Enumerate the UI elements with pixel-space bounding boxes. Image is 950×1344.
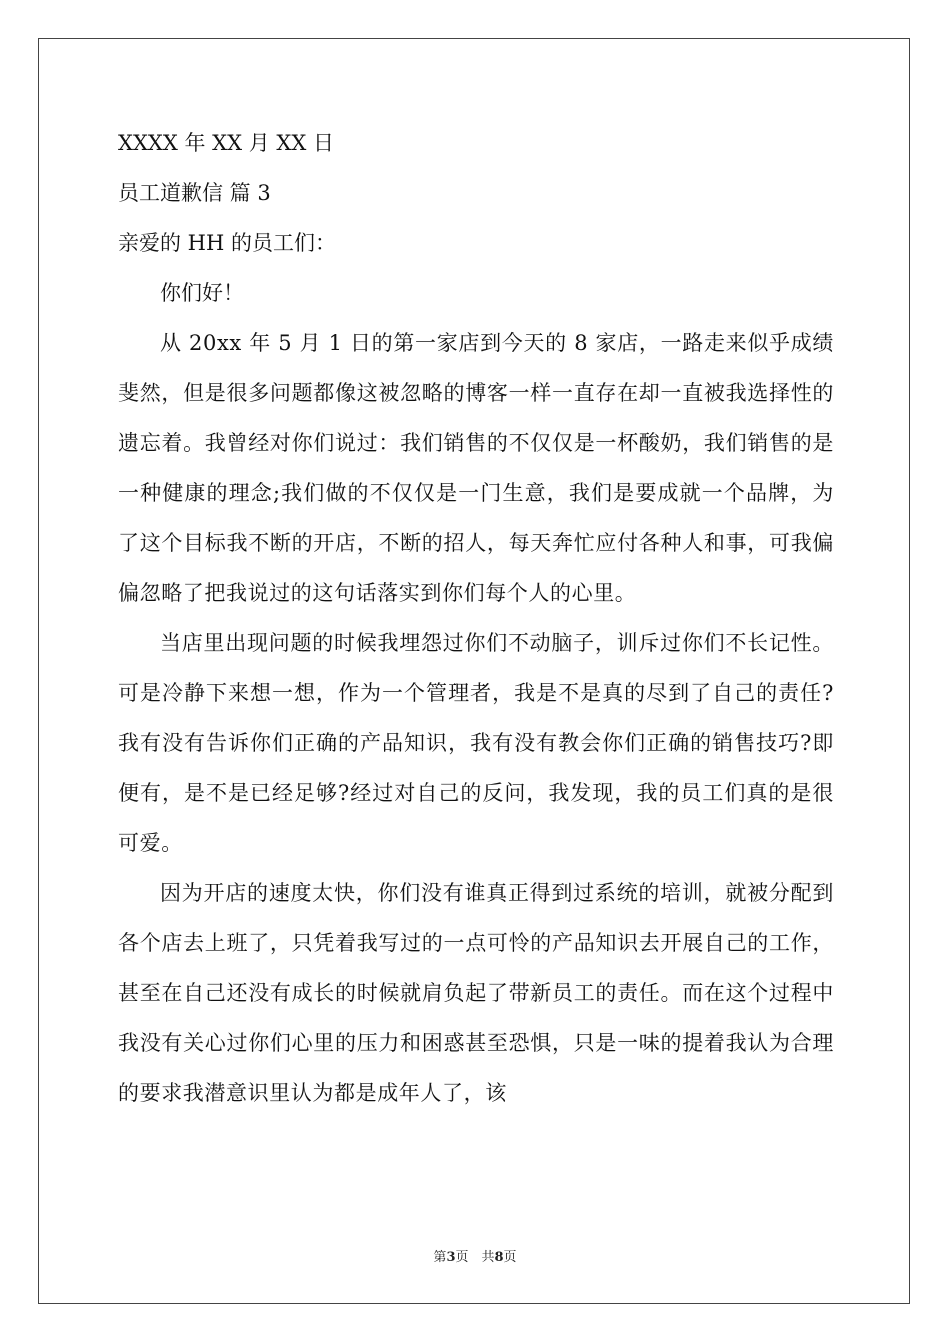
document-title: 员工道歉信 篇 3 — [118, 181, 271, 205]
footer-mid: 页 共 — [455, 1250, 495, 1265]
date-line: XXXX 年 XX 月 XX 日 — [118, 131, 334, 155]
footer-current-page: 3 — [446, 1250, 456, 1265]
paragraph-1: 从 20xx 年 5 月 1 日的第一家店到今天的 8 家店，一路走来似乎成绩斐然，但是很多问题都像这被忽略的博客一样一直存在却一直被我选择性的遗忘着。我曾经对你们说过：我们销售的不仅仅是一杯酸奶，我们销售的是一种健康的理念;我们做的不仅仅是一门生意，我们是要成就一个品牌，为了这个目标我不断的开店，不断的招人，每天奔忙应付各种人和事，可我偏偏忽略了把我说过的这句话落实到你们每个人的心里。 — [118, 331, 834, 605]
document-body — [118, 118, 834, 1118]
paragraph-2: 当店里出现问题的时候我埋怨过你们不动脑子，训斥过你们不长记性。可是冷静下来想一想，作为一个管理者，我是不是真的尽到了自己的责任?我有没有告诉你们正确的产品知识，我有没有教会你们正确的销售技巧?即便有，是不是已经足够?经过对自己的反问，我发现，我的员工们真的是很可爱。 — [118, 631, 834, 855]
salutation: 亲爱的 HH 的员工们： — [118, 231, 336, 255]
letter-paragraphs — [118, 318, 834, 1118]
footer-total-pages: 8 — [494, 1250, 504, 1265]
page-footer — [0, 1246, 950, 1265]
footer-suffix: 页 — [503, 1250, 517, 1265]
footer-prefix: 第 — [433, 1250, 447, 1265]
paragraph-3: 因为开店的速度太快，你们没有谁真正得到过系统的培训，就被分配到各个店去上班了，只凭着我写过的一点可怜的产品知识去开展自己的工作，甚至在自己还没有成长的时候就肩负起了带新员工的责任。而在这个过程中我没有关心过你们心里的压力和困惑甚至恐惧，只是一味的提着我认为合理的要求我潜意识里认为都是成年人了，该 — [118, 881, 834, 1105]
greeting: 你们好！ — [160, 281, 244, 305]
